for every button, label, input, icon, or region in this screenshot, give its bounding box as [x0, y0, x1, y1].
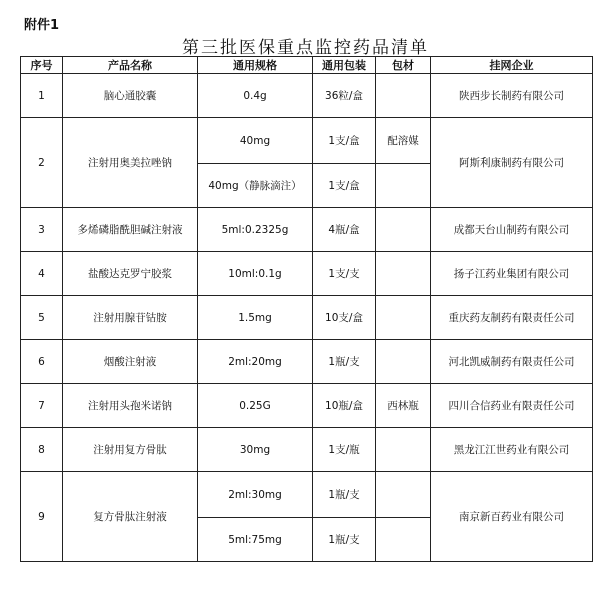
cell-no: 6: [21, 340, 63, 384]
cell-pack: 1瓶/支: [313, 340, 376, 384]
cell-no: 5: [21, 296, 63, 340]
cell-company: 扬子江药业集团有限公司: [431, 252, 593, 296]
table-row: [21, 74, 593, 118]
cell-company: 重庆药友制药有限责任公司: [431, 296, 593, 340]
table-row: [21, 296, 593, 340]
cell-company: 黑龙江江世药业有限公司: [431, 428, 593, 472]
table-row: [21, 340, 593, 384]
cell-no: 9: [21, 472, 63, 562]
cell-material: [376, 74, 431, 118]
cell-company: 南京新百药业有限公司: [431, 472, 593, 562]
cell-company: 阿斯利康制药有限公司: [431, 118, 593, 208]
cell-no: 3: [21, 208, 63, 252]
table-row: [21, 472, 593, 518]
cell-name: 多烯磷脂酰胆碱注射液: [63, 208, 198, 252]
header-no: 序号: [21, 57, 63, 74]
cell-spec: 5ml:75mg: [198, 518, 313, 562]
header-package: 通用包装: [313, 57, 376, 74]
cell-pack: 10支/盒: [313, 296, 376, 340]
table-header-row: [21, 57, 593, 74]
table-row: [21, 252, 593, 296]
cell-pack: 1支/瓶: [313, 428, 376, 472]
cell-spec: 2ml:30mg: [198, 472, 313, 518]
cell-spec: 5ml:0.2325g: [198, 208, 313, 252]
cell-no: 4: [21, 252, 63, 296]
cell-pack: 1支/盒: [313, 118, 376, 164]
header-spec: 通用规格: [198, 57, 313, 74]
cell-spec: 0.4g: [198, 74, 313, 118]
cell-pack: 1瓶/支: [313, 518, 376, 562]
cell-company: 陕西步长制药有限公司: [431, 74, 593, 118]
cell-pack: 4瓶/盒: [313, 208, 376, 252]
cell-spec: 30mg: [198, 428, 313, 472]
cell-material: [376, 428, 431, 472]
cell-no: 8: [21, 428, 63, 472]
cell-material: [376, 164, 431, 208]
cell-name: 注射用腺苷钴胺: [63, 296, 198, 340]
cell-material: [376, 340, 431, 384]
cell-no: 7: [21, 384, 63, 428]
table-row: [21, 384, 593, 428]
cell-no: 2: [21, 118, 63, 208]
cell-spec: 40mg（静脉滴注）: [198, 164, 313, 208]
cell-pack: 10瓶/盒: [313, 384, 376, 428]
cell-material: [376, 208, 431, 252]
cell-pack: 1瓶/支: [313, 472, 376, 518]
cell-name: 注射用头孢米诺钠: [63, 384, 198, 428]
header-material: 包材: [376, 57, 431, 74]
table-row: [21, 118, 593, 164]
cell-spec: 2ml:20mg: [198, 340, 313, 384]
cell-name: 注射用奥美拉唑钠: [63, 118, 198, 208]
header-company: 挂网企业: [431, 57, 593, 74]
cell-name: 脑心通胶囊: [63, 74, 198, 118]
cell-name: 盐酸达克罗宁胶浆: [63, 252, 198, 296]
cell-spec: 1.5mg: [198, 296, 313, 340]
cell-spec: 0.25G: [198, 384, 313, 428]
cell-material: 配溶媒: [376, 118, 431, 164]
cell-material: [376, 518, 431, 562]
cell-name: 烟酸注射液: [63, 340, 198, 384]
cell-material: 西林瓶: [376, 384, 431, 428]
cell-spec: 10ml:0.1g: [198, 252, 313, 296]
drug-list-table: [20, 56, 593, 562]
cell-pack: 1支/支: [313, 252, 376, 296]
header-product-name: 产品名称: [63, 57, 198, 74]
cell-name: 注射用复方骨肽: [63, 428, 198, 472]
cell-company: 河北凯威制药有限责任公司: [431, 340, 593, 384]
cell-no: 1: [21, 74, 63, 118]
cell-pack: 36粒/盒: [313, 74, 376, 118]
table-row: [21, 208, 593, 252]
cell-spec: 40mg: [198, 118, 313, 164]
cell-company: 成都天台山制药有限公司: [431, 208, 593, 252]
cell-company: 四川合信药业有限责任公司: [431, 384, 593, 428]
cell-name: 复方骨肽注射液: [63, 472, 198, 562]
cell-material: [376, 472, 431, 518]
cell-material: [376, 296, 431, 340]
attachment-label: 附件1: [24, 18, 60, 33]
cell-pack: 1支/盒: [313, 164, 376, 208]
cell-material: [376, 252, 431, 296]
document-title: 第三批医保重点监控药品清单: [182, 38, 429, 58]
table-row: [21, 428, 593, 472]
